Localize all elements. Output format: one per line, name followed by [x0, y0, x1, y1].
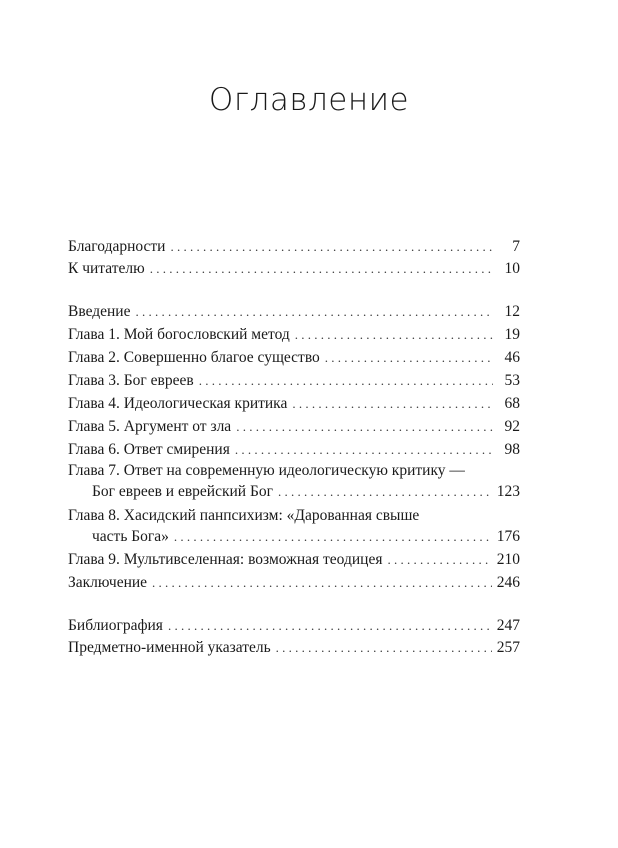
toc-entry-label-continued: часть Бога» [92, 528, 169, 545]
toc-entry-label: Глава 3. Бог евреев [68, 372, 194, 389]
toc-entry-chapter-7-line-2 [68, 481, 520, 503]
toc-entry-label: Глава 6. Ответ смирения [68, 441, 230, 458]
toc-entry-label: Глава 8. Хасидский панпсихизм: «Дарованная свыше [68, 507, 420, 524]
toc-entry-chapter-8-line-1 [68, 506, 520, 526]
toc-entry-page: 10 [504, 260, 520, 277]
toc-entry-label: Введение [68, 303, 131, 320]
toc-entry-page: 46 [504, 349, 520, 366]
toc-entry-label: Заключение [68, 574, 148, 591]
dot-leader [325, 346, 493, 369]
dot-leader [170, 236, 493, 258]
toc-entry-page: 12 [504, 303, 520, 320]
toc-entry-label-continued: Бог евреев и еврейский Бог [92, 483, 273, 500]
toc-entry-introduction [68, 301, 520, 323]
toc-entry-page: 19 [504, 326, 520, 343]
toc-entry-page: 68 [504, 395, 520, 412]
toc-entry-label: Глава 5. Аргумент от зла [68, 418, 232, 435]
toc-entry-chapter-1 [68, 323, 520, 346]
toc-entry-chapter-8-line-2 [68, 526, 520, 548]
toc-entry-page: 98 [504, 441, 520, 458]
toc-entry-label: Глава 4. Идеологическая критика [68, 395, 288, 412]
toc-entry-label: Глава 9. Мультивселенная: возможная теодицея [68, 551, 383, 568]
toc-entry-chapter-2 [68, 346, 520, 369]
toc-entry-chapter-7-line-1 [68, 461, 520, 481]
dot-leader [152, 571, 492, 594]
dot-leader [199, 369, 493, 392]
toc-entry-chapter-9 [68, 548, 520, 571]
toc-entry-index [68, 637, 520, 659]
toc-entry-page: 210 [496, 551, 520, 568]
table-of-contents [68, 236, 520, 659]
toc-entry-page: 257 [496, 639, 520, 656]
toc-entry-label: Библиография [68, 617, 163, 634]
toc-entry-conclusion [68, 571, 520, 594]
toc-entry-page: 123 [496, 483, 520, 500]
toc-entry-chapter-6 [68, 438, 520, 461]
toc-entry-label: Глава 7. Ответ на современную идеологическую критику — [68, 462, 465, 479]
toc-entry-page: 246 [496, 574, 520, 591]
dot-leader [150, 258, 493, 280]
toc-entry-chapter-4 [68, 392, 520, 415]
toc-entry-to-reader [68, 258, 520, 280]
dot-leader [235, 438, 493, 461]
toc-entry-page: 92 [504, 418, 520, 435]
toc-entry-label: Глава 1. Мой богословский метод [68, 326, 290, 343]
dot-leader [276, 637, 492, 659]
toc-entry-label: Благодарности [68, 238, 166, 255]
dot-leader [135, 301, 493, 323]
dot-leader [278, 481, 492, 503]
toc-entry-acknowledgements [68, 236, 520, 258]
toc-entry-page: 247 [496, 617, 520, 634]
dot-leader [295, 323, 493, 346]
toc-entry-page: 176 [496, 528, 520, 545]
toc-entry-label: К читателю [68, 260, 145, 277]
toc-entry-chapter-5 [68, 415, 520, 438]
toc-entry-label: Предметно-именной указатель [68, 639, 271, 656]
dot-leader [168, 615, 492, 637]
dot-leader [236, 415, 493, 438]
toc-entry-chapter-3 [68, 369, 520, 392]
toc-entry-bibliography [68, 615, 520, 637]
toc-entry-label: Глава 2. Совершенно благое существо [68, 349, 320, 366]
toc-entry-page: 7 [512, 238, 520, 255]
dot-leader [292, 392, 493, 415]
toc-entry-page: 53 [504, 372, 520, 389]
dot-leader [387, 548, 491, 571]
page-title: Оглавление [208, 82, 410, 118]
dot-leader [174, 526, 492, 548]
